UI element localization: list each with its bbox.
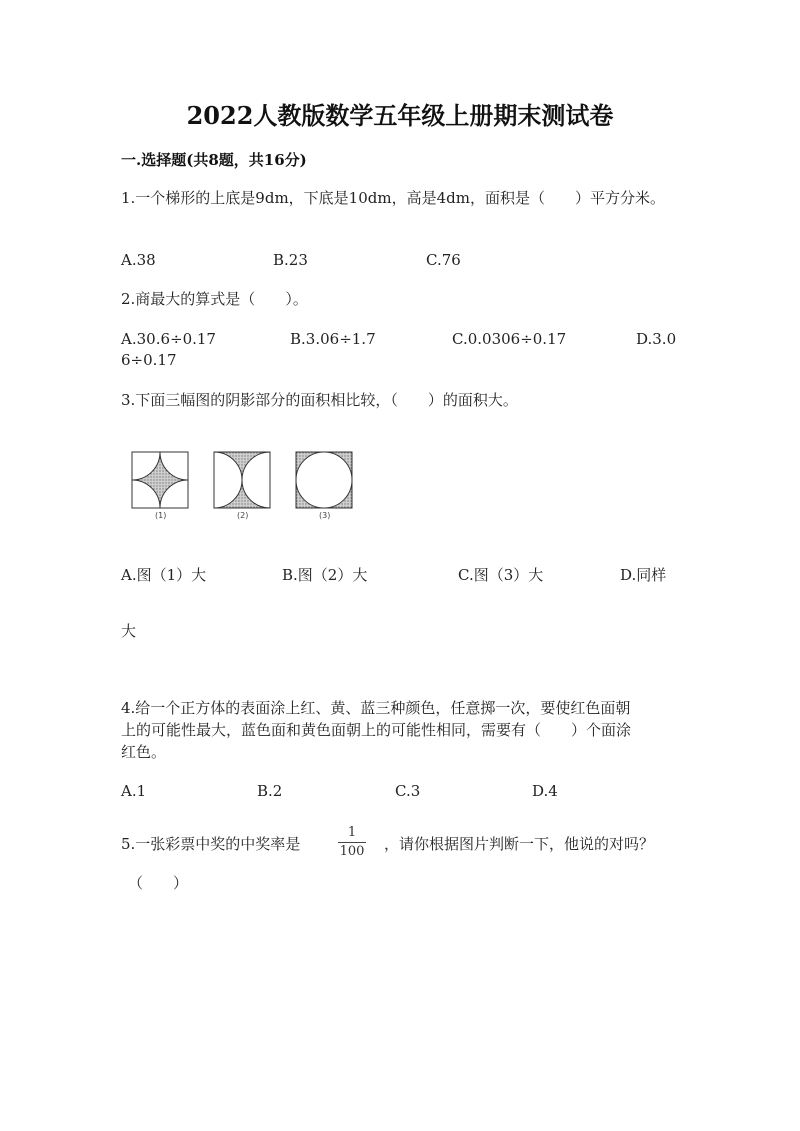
question-4-line-3: 红色。 — [121, 743, 167, 761]
q3-option-c: C.图（3）大 — [458, 566, 544, 584]
q4-option-c: C.3 — [395, 782, 421, 800]
q1-option-b: B.23 — [273, 251, 308, 269]
q1-option-a: A.38 — [121, 251, 156, 269]
figure-1-label: (1) — [155, 511, 167, 520]
q2-option-a: A.30.6÷0.17 — [121, 330, 216, 348]
question-3-text: 3.下面三幅图的阴影部分的面积相比较，（ ）的面积大。 — [121, 391, 518, 409]
q3-option-a: A.图（1）大 — [121, 566, 207, 584]
figure-3-label: (3) — [319, 511, 331, 520]
fraction-denominator: 100 — [339, 844, 365, 859]
question-5-answer-blank: （ ） — [128, 874, 189, 892]
q3-option-b: B.图（2）大 — [282, 566, 368, 584]
shaded-area-figures — [130, 450, 360, 529]
question-1-text: 1.一个梯形的上底是9dm，下底是10dm，高是4dm，面积是（ ）平方分米。 — [121, 189, 665, 207]
figure-2-label: (2) — [237, 511, 249, 520]
question-5-prefix: 5.一张彩票中奖的中奖率是 — [121, 835, 301, 853]
q2-option-b: B.3.06÷1.7 — [290, 330, 376, 348]
q4-option-a: A.1 — [121, 782, 147, 800]
q3-option-d-wrap: 大 — [121, 622, 137, 640]
q2-option-d: D.3.0 — [636, 330, 677, 348]
q4-option-b: B.2 — [257, 782, 283, 800]
figure-3 — [296, 452, 352, 508]
q2-option-c: C.0.0306÷0.17 — [452, 330, 567, 348]
section-heading: 一.选择题(共8题，共16分) — [121, 151, 307, 169]
figure-1 — [132, 452, 188, 508]
question-4-line-1: 4.给一个正方体的表面涂上红、黄、蓝三种颜色，任意掷一次，要使红色面朝 — [121, 699, 631, 717]
q4-option-d: D.4 — [532, 782, 558, 800]
question-4-line-2: 上的可能性最大，蓝色面和黄色面朝上的可能性相同，需要有（ ）个面涂 — [121, 721, 632, 739]
fraction-numerator: 1 — [347, 825, 357, 840]
question-5-suffix: ，请你根据图片判断一下，他说的对吗？ — [384, 835, 655, 853]
figure-2 — [214, 452, 270, 508]
page-title: 2022人教版数学五年级上册期末测试卷 — [186, 101, 614, 130]
question-2-text: 2.商最大的算式是（ ）。 — [121, 290, 308, 308]
q1-option-c: C.76 — [426, 251, 461, 269]
q2-option-d-wrap: 6÷0.17 — [121, 351, 177, 369]
fraction-one-hundredth — [338, 825, 366, 860]
q3-option-d: D.同样 — [620, 566, 667, 584]
fraction-bar — [338, 842, 366, 843]
